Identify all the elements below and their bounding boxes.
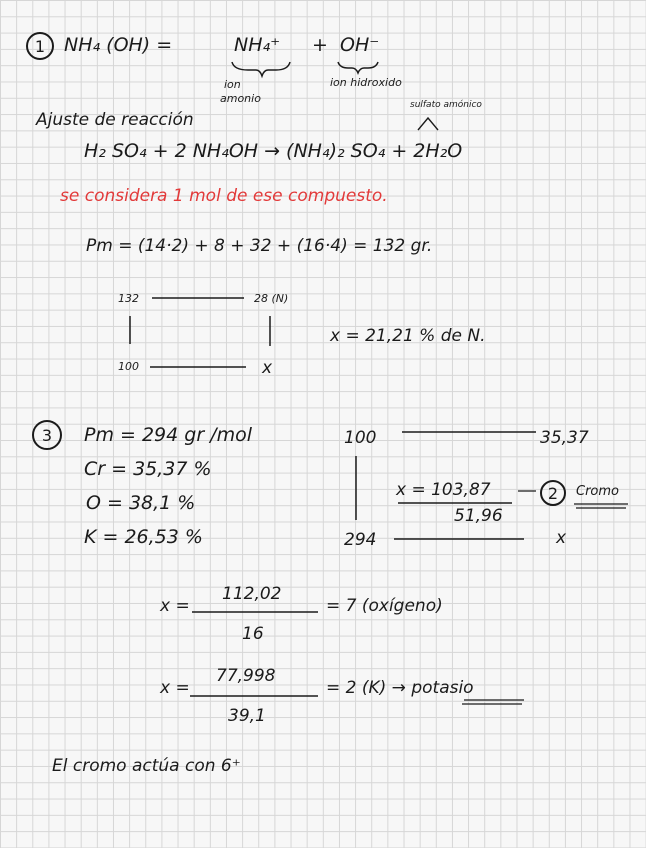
section-1-number: 1 — [26, 32, 54, 60]
prop2-top-right: 35,37 — [540, 428, 589, 448]
ion-label: ion — [224, 78, 241, 91]
brace-hydroxide — [338, 62, 378, 73]
section-3-number: 3 — [32, 420, 62, 450]
chromium-percentage: Cr = 35,37 % — [84, 458, 212, 480]
oxygen-result: = 7 (oxígeno) — [326, 596, 443, 616]
caret-product — [418, 118, 438, 130]
reaction-heading: Ajuste de reacción — [36, 110, 194, 130]
prop1-top-left: 132 — [118, 292, 139, 305]
prop2-numerator: x = 103,87 — [396, 480, 491, 500]
plus-sign: + — [312, 34, 328, 56]
oxygen-denominator: 16 — [242, 624, 264, 644]
hydroxide-label: ion hidroxido — [330, 76, 402, 89]
prop1-top-right: 28 (N) — [254, 292, 289, 305]
nitrogen-percentage-result: x = 21,21 % de N. — [330, 326, 486, 346]
potassium-lhs: x = — [160, 678, 190, 698]
product-note: sulfato amónico — [410, 100, 482, 110]
molar-mass-294: Pm = 294 gr /mol — [84, 424, 252, 446]
prop2-denominator: 51,96 — [454, 506, 503, 526]
potassium-numerator: 77,998 — [216, 666, 276, 686]
ammonium-ion: NH₄⁺ — [234, 34, 281, 56]
chromium-oxidation-conclusion: El cromo actúa con 6⁺ — [52, 756, 241, 776]
prop2-bottom-right: x — [556, 528, 567, 548]
chromium-count-circle: 2 — [540, 480, 566, 506]
balanced-equation: H₂ SO₄ + 2 NH₄OH → (NH₄)₂ SO₄ + 2H₂O — [84, 140, 463, 162]
prop1-bottom-right: x — [262, 358, 273, 378]
prop1-bottom-left: 100 — [118, 360, 139, 373]
potassium-percentage: K = 26,53 % — [84, 526, 203, 548]
chromium-label: Cromo — [576, 484, 619, 499]
prop2-top-left: 100 — [344, 428, 377, 448]
potassium-denominator: 39,1 — [228, 706, 266, 726]
oxygen-lhs: x = — [160, 596, 190, 616]
prop2-bottom-left: 294 — [344, 530, 377, 550]
ammonium-hydroxide-formula: NH₄ (OH) = — [64, 34, 173, 56]
oxygen-percentage: O = 38,1 % — [86, 492, 196, 514]
oxygen-numerator: 112,02 — [222, 584, 282, 604]
molar-mass-expression: Pm = (14·2) + 8 + 32 + (16·4) = 132 gr. — [86, 236, 433, 256]
mole-note: se considera 1 mol de ese compuesto. — [60, 186, 388, 206]
brace-ammonium — [232, 62, 290, 76]
potassium-result: = 2 (K) → potasio — [326, 678, 474, 698]
hydroxide-ion: OH⁻ — [340, 34, 380, 56]
ammonium-label: amonio — [220, 92, 261, 105]
